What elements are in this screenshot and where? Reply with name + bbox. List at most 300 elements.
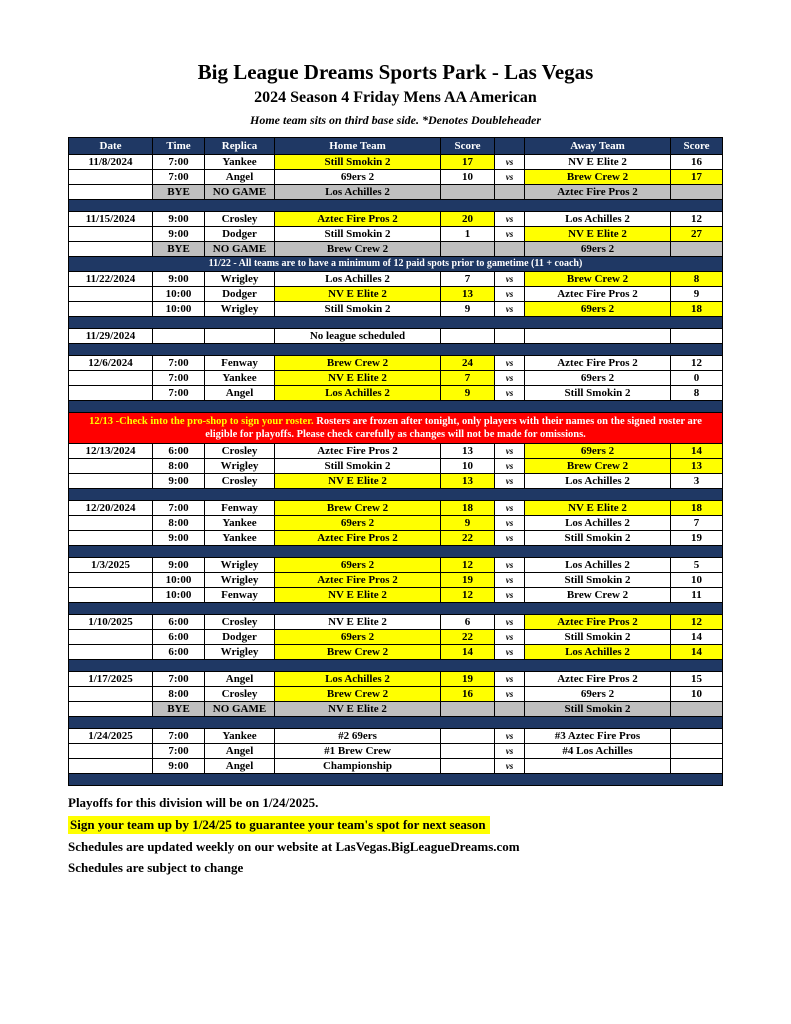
vs-label: vs: [495, 645, 525, 660]
date-cell: 1/24/2025: [69, 729, 153, 744]
vs-label: vs: [495, 212, 525, 227]
home-team-cell: NV E Elite 2: [275, 588, 441, 603]
away-score-cell: 18: [671, 302, 723, 317]
away-score-cell: [671, 729, 723, 744]
home-team-cell: Aztec Fire Pros 2: [275, 212, 441, 227]
separator-bar: [69, 489, 723, 501]
separator-bar: [69, 317, 723, 329]
separator-bar: [69, 344, 723, 356]
home-score-cell: 13: [441, 474, 495, 489]
game-row: [69, 474, 723, 489]
game-row: [69, 227, 723, 242]
footer-line-text: Playoffs for this division will be on 1/24/2025.: [68, 795, 319, 810]
away-team-cell: 69ers 2: [525, 242, 671, 257]
date-cell: [69, 227, 153, 242]
home-team-cell: Los Achilles 2: [275, 672, 441, 687]
time-cell: 7:00: [153, 386, 205, 401]
home-team-cell: 69ers 2: [275, 630, 441, 645]
away-score-cell: 12: [671, 356, 723, 371]
time-cell: 9:00: [153, 227, 205, 242]
replica-cell: Fenway: [205, 356, 275, 371]
away-score-cell: 12: [671, 615, 723, 630]
vs-label: [495, 242, 525, 257]
header-home-team: Home Team: [275, 138, 441, 155]
date-cell: [69, 702, 153, 717]
home-score-cell: 12: [441, 588, 495, 603]
home-score-cell: 20: [441, 212, 495, 227]
vs-label: vs: [495, 729, 525, 744]
home-score-cell: 1: [441, 227, 495, 242]
time-cell: 7:00: [153, 155, 205, 170]
game-row: [69, 459, 723, 474]
game-row: [69, 558, 723, 573]
home-team-cell: Still Smokin 2: [275, 227, 441, 242]
away-team-cell: [525, 329, 671, 344]
game-row: [69, 287, 723, 302]
replica-cell: Angel: [205, 744, 275, 759]
home-team-cell: #1 Brew Crew: [275, 744, 441, 759]
away-team-cell: Still Smokin 2: [525, 630, 671, 645]
home-score-cell: [441, 185, 495, 200]
vs-label: [495, 702, 525, 717]
vs-label: vs: [495, 356, 525, 371]
home-score-cell: 9: [441, 516, 495, 531]
home-team-cell: 69ers 2: [275, 170, 441, 185]
replica-cell: NO GAME: [205, 242, 275, 257]
away-team-cell: NV E Elite 2: [525, 227, 671, 242]
separator-bar: [69, 546, 723, 558]
home-team-cell: Brew Crew 2: [275, 645, 441, 660]
home-score-cell: 18: [441, 501, 495, 516]
home-score-cell: [441, 744, 495, 759]
home-team-cell: Championship: [275, 759, 441, 774]
vs-label: [495, 185, 525, 200]
home-team-cell: Los Achilles 2: [275, 272, 441, 287]
replica-cell: NO GAME: [205, 702, 275, 717]
away-score-cell: 14: [671, 630, 723, 645]
home-score-cell: 19: [441, 573, 495, 588]
date-cell: 11/8/2024: [69, 155, 153, 170]
date-cell: [69, 287, 153, 302]
game-row: [69, 615, 723, 630]
date-cell: [69, 242, 153, 257]
away-team-cell: Brew Crew 2: [525, 459, 671, 474]
home-team-cell: No league scheduled: [275, 329, 441, 344]
home-score-cell: 12: [441, 558, 495, 573]
game-row: [69, 573, 723, 588]
away-score-cell: 9: [671, 287, 723, 302]
away-team-cell: 69ers 2: [525, 687, 671, 702]
vs-label: [495, 329, 525, 344]
separator-row: [69, 317, 723, 329]
schedule-table: [68, 137, 723, 786]
away-team-cell: #3 Aztec Fire Pros: [525, 729, 671, 744]
game-row: [69, 386, 723, 401]
date-cell: [69, 573, 153, 588]
footer-line-text: Schedules are subject to change: [68, 860, 244, 875]
home-score-cell: 24: [441, 356, 495, 371]
vs-label: vs: [495, 588, 525, 603]
table-header-row: [69, 138, 723, 155]
time-cell: BYE: [153, 185, 205, 200]
home-team-cell: 69ers 2: [275, 516, 441, 531]
home-score-cell: 10: [441, 170, 495, 185]
separator-bar: [69, 774, 723, 786]
alert-text: [69, 413, 723, 444]
date-cell: 1/3/2025: [69, 558, 153, 573]
replica-cell: Angel: [205, 672, 275, 687]
vs-label: vs: [495, 227, 525, 242]
away-score-cell: 19: [671, 531, 723, 546]
vs-label: vs: [495, 573, 525, 588]
note-text: 11/22 - All teams are to have a minimum of 12 paid spots prior to gametime (11 + coach): [69, 257, 723, 272]
home-team-cell: Los Achilles 2: [275, 185, 441, 200]
alert-row: [69, 413, 723, 444]
away-team-cell: Aztec Fire Pros 2: [525, 287, 671, 302]
time-cell: 9:00: [153, 272, 205, 287]
home-team-cell: #2 69ers: [275, 729, 441, 744]
replica-cell: Yankee: [205, 516, 275, 531]
date-cell: [69, 588, 153, 603]
time-cell: 6:00: [153, 630, 205, 645]
home-score-cell: 9: [441, 302, 495, 317]
home-score-cell: 6: [441, 615, 495, 630]
header-vs: [495, 138, 525, 155]
home-team-cell: Aztec Fire Pros 2: [275, 573, 441, 588]
footer-line-4: [68, 860, 791, 876]
game-row: [69, 729, 723, 744]
time-cell: 8:00: [153, 687, 205, 702]
time-cell: [153, 329, 205, 344]
replica-cell: Yankee: [205, 729, 275, 744]
game-row: [69, 744, 723, 759]
home-team-cell: NV E Elite 2: [275, 615, 441, 630]
home-team-cell: Still Smokin 2: [275, 155, 441, 170]
home-team-cell: NV E Elite 2: [275, 702, 441, 717]
home-score-cell: 14: [441, 645, 495, 660]
away-team-cell: Brew Crew 2: [525, 272, 671, 287]
date-cell: [69, 474, 153, 489]
replica-cell: Fenway: [205, 588, 275, 603]
header-away-score: Score: [671, 138, 723, 155]
schedule-table-body: [69, 155, 723, 786]
bye-row: [69, 242, 723, 257]
home-team-cell: Brew Crew 2: [275, 356, 441, 371]
alert-rest-text: Rosters are frozen after tonight, only players with their names on the signed roster are eligible for playoffs. Please check carefully as changes will not be made for omissions.: [205, 416, 702, 440]
date-cell: 11/22/2024: [69, 272, 153, 287]
away-score-cell: [671, 702, 723, 717]
home-team-cell: NV E Elite 2: [275, 474, 441, 489]
home-score-cell: [441, 702, 495, 717]
away-team-cell: Los Achilles 2: [525, 516, 671, 531]
game-row: [69, 588, 723, 603]
away-score-cell: [671, 744, 723, 759]
time-cell: 9:00: [153, 212, 205, 227]
time-cell: 8:00: [153, 516, 205, 531]
header-replica: Replica: [205, 138, 275, 155]
time-cell: 10:00: [153, 588, 205, 603]
separator-bar: [69, 603, 723, 615]
date-cell: 11/29/2024: [69, 329, 153, 344]
alert-lead-text: 12/13 -Check into the pro-shop to sign your roster.: [89, 416, 317, 427]
game-row: [69, 645, 723, 660]
separator-row: [69, 489, 723, 501]
game-row: [69, 531, 723, 546]
message-row: [69, 329, 723, 344]
separator-row: [69, 660, 723, 672]
home-score-cell: 13: [441, 444, 495, 459]
date-cell: 12/6/2024: [69, 356, 153, 371]
time-cell: 6:00: [153, 645, 205, 660]
away-team-cell: Brew Crew 2: [525, 170, 671, 185]
vs-label: vs: [495, 558, 525, 573]
away-score-cell: 11: [671, 588, 723, 603]
away-score-cell: 27: [671, 227, 723, 242]
replica-cell: Crosley: [205, 615, 275, 630]
date-cell: [69, 531, 153, 546]
vs-label: vs: [495, 531, 525, 546]
replica-cell: Dodger: [205, 287, 275, 302]
date-cell: 11/15/2024: [69, 212, 153, 227]
replica-cell: Wrigley: [205, 645, 275, 660]
away-team-cell: 69ers 2: [525, 302, 671, 317]
away-team-cell: Los Achilles 2: [525, 474, 671, 489]
footer-line-text: Schedules are updated weekly on our website at LasVegas.BigLeagueDreams.com: [68, 839, 520, 854]
time-cell: 10:00: [153, 573, 205, 588]
away-score-cell: 13: [671, 459, 723, 474]
away-score-cell: [671, 329, 723, 344]
game-row: [69, 630, 723, 645]
away-score-cell: [671, 759, 723, 774]
home-score-cell: 22: [441, 630, 495, 645]
away-score-cell: 8: [671, 272, 723, 287]
replica-cell: Wrigley: [205, 302, 275, 317]
vs-label: vs: [495, 759, 525, 774]
away-score-cell: 8: [671, 386, 723, 401]
game-row: [69, 371, 723, 386]
replica-cell: Wrigley: [205, 573, 275, 588]
replica-cell: Angel: [205, 170, 275, 185]
bye-row: [69, 185, 723, 200]
away-team-cell: Still Smokin 2: [525, 702, 671, 717]
vs-label: vs: [495, 615, 525, 630]
home-team-note: Home team sits on third base side. *Denotes Doubleheader: [250, 113, 541, 127]
footer-line-1: [68, 795, 791, 811]
game-row: [69, 302, 723, 317]
replica-cell: NO GAME: [205, 185, 275, 200]
time-cell: 9:00: [153, 474, 205, 489]
home-score-cell: 7: [441, 371, 495, 386]
game-row: [69, 170, 723, 185]
home-score-cell: [441, 759, 495, 774]
vs-label: vs: [495, 155, 525, 170]
replica-cell: Yankee: [205, 155, 275, 170]
home-team-cell: Brew Crew 2: [275, 501, 441, 516]
away-score-cell: 17: [671, 170, 723, 185]
vs-label: vs: [495, 272, 525, 287]
replica-cell: Yankee: [205, 371, 275, 386]
date-cell: [69, 371, 153, 386]
replica-cell: Wrigley: [205, 558, 275, 573]
time-cell: 7:00: [153, 729, 205, 744]
time-cell: 8:00: [153, 459, 205, 474]
page-header: [0, 0, 791, 128]
vs-label: vs: [495, 516, 525, 531]
date-cell: [69, 630, 153, 645]
separator-row: [69, 717, 723, 729]
footer-line-3: [68, 839, 791, 855]
replica-cell: Angel: [205, 386, 275, 401]
vs-label: vs: [495, 672, 525, 687]
replica-cell: Wrigley: [205, 459, 275, 474]
time-cell: 7:00: [153, 356, 205, 371]
away-score-cell: 14: [671, 645, 723, 660]
home-team-cell: Los Achilles 2: [275, 386, 441, 401]
header-away-team: Away Team: [525, 138, 671, 155]
home-team-cell: NV E Elite 2: [275, 287, 441, 302]
replica-cell: Dodger: [205, 630, 275, 645]
replica-cell: Yankee: [205, 531, 275, 546]
game-row: [69, 444, 723, 459]
replica-cell: Crosley: [205, 474, 275, 489]
separator-row: [69, 546, 723, 558]
date-cell: [69, 687, 153, 702]
time-cell: 9:00: [153, 531, 205, 546]
vs-label: vs: [495, 444, 525, 459]
away-score-cell: [671, 242, 723, 257]
away-team-cell: Still Smokin 2: [525, 573, 671, 588]
separator-bar: [69, 200, 723, 212]
date-cell: [69, 170, 153, 185]
home-score-cell: 10: [441, 459, 495, 474]
vs-label: vs: [495, 386, 525, 401]
home-score-cell: [441, 242, 495, 257]
home-team-cell: Aztec Fire Pros 2: [275, 444, 441, 459]
away-team-cell: Los Achilles 2: [525, 212, 671, 227]
away-team-cell: Los Achilles 2: [525, 558, 671, 573]
replica-cell: Dodger: [205, 227, 275, 242]
away-score-cell: 16: [671, 155, 723, 170]
away-team-cell: [525, 759, 671, 774]
game-row: [69, 356, 723, 371]
away-team-cell: Aztec Fire Pros 2: [525, 672, 671, 687]
replica-cell: Fenway: [205, 501, 275, 516]
time-cell: 7:00: [153, 501, 205, 516]
time-cell: 7:00: [153, 170, 205, 185]
separator-bar: [69, 660, 723, 672]
away-score-cell: 3: [671, 474, 723, 489]
time-cell: 10:00: [153, 287, 205, 302]
header-home-score: Score: [441, 138, 495, 155]
separator-row: [69, 774, 723, 786]
date-cell: [69, 744, 153, 759]
away-score-cell: 12: [671, 212, 723, 227]
vs-label: vs: [495, 371, 525, 386]
date-cell: 1/10/2025: [69, 615, 153, 630]
away-score-cell: 10: [671, 573, 723, 588]
time-cell: BYE: [153, 702, 205, 717]
home-score-cell: [441, 729, 495, 744]
away-team-cell: Brew Crew 2: [525, 588, 671, 603]
game-row: [69, 516, 723, 531]
home-score-cell: 9: [441, 386, 495, 401]
away-score-cell: 18: [671, 501, 723, 516]
home-score-cell: 22: [441, 531, 495, 546]
replica-cell: Crosley: [205, 444, 275, 459]
game-row: [69, 687, 723, 702]
away-score-cell: 7: [671, 516, 723, 531]
home-team-cell: Still Smokin 2: [275, 459, 441, 474]
game-row: [69, 155, 723, 170]
replica-cell: Crosley: [205, 687, 275, 702]
page-footer: [68, 795, 791, 876]
away-score-cell: 0: [671, 371, 723, 386]
date-cell: 12/20/2024: [69, 501, 153, 516]
vs-label: vs: [495, 302, 525, 317]
separator-row: [69, 200, 723, 212]
footer-line-text: Sign your team up by 1/24/25 to guarantee your team's spot for next season: [68, 816, 490, 834]
date-cell: 12/13/2024: [69, 444, 153, 459]
vs-label: vs: [495, 687, 525, 702]
replica-cell: [205, 329, 275, 344]
time-cell: 9:00: [153, 759, 205, 774]
home-team-cell: Still Smokin 2: [275, 302, 441, 317]
home-score-cell: 17: [441, 155, 495, 170]
separator-row: [69, 401, 723, 413]
vs-label: vs: [495, 744, 525, 759]
game-row: [69, 272, 723, 287]
header-time: Time: [153, 138, 205, 155]
home-score-cell: 13: [441, 287, 495, 302]
home-team-cell: Brew Crew 2: [275, 242, 441, 257]
vs-label: vs: [495, 501, 525, 516]
away-team-cell: 69ers 2: [525, 444, 671, 459]
replica-cell: Angel: [205, 759, 275, 774]
home-score-cell: 7: [441, 272, 495, 287]
away-score-cell: 15: [671, 672, 723, 687]
away-score-cell: 14: [671, 444, 723, 459]
away-team-cell: Aztec Fire Pros 2: [525, 356, 671, 371]
date-cell: [69, 185, 153, 200]
date-cell: [69, 645, 153, 660]
away-team-cell: Aztec Fire Pros 2: [525, 615, 671, 630]
replica-cell: Wrigley: [205, 272, 275, 287]
time-cell: 9:00: [153, 558, 205, 573]
date-cell: 1/17/2025: [69, 672, 153, 687]
home-team-cell: NV E Elite 2: [275, 371, 441, 386]
date-cell: [69, 759, 153, 774]
time-cell: 6:00: [153, 615, 205, 630]
game-row: [69, 759, 723, 774]
separator-bar: [69, 401, 723, 413]
home-team-cell: Aztec Fire Pros 2: [275, 531, 441, 546]
separator-row: [69, 344, 723, 356]
home-score-cell: 19: [441, 672, 495, 687]
away-score-cell: [671, 185, 723, 200]
home-score-cell: [441, 329, 495, 344]
vs-label: vs: [495, 630, 525, 645]
away-team-cell: 69ers 2: [525, 371, 671, 386]
date-cell: [69, 302, 153, 317]
away-score-cell: 10: [671, 687, 723, 702]
home-team-cell: Brew Crew 2: [275, 687, 441, 702]
footer-line-2: [68, 816, 791, 834]
vs-label: vs: [495, 459, 525, 474]
time-cell: 7:00: [153, 371, 205, 386]
bye-row: [69, 702, 723, 717]
game-row: [69, 212, 723, 227]
note-row: [69, 257, 723, 272]
